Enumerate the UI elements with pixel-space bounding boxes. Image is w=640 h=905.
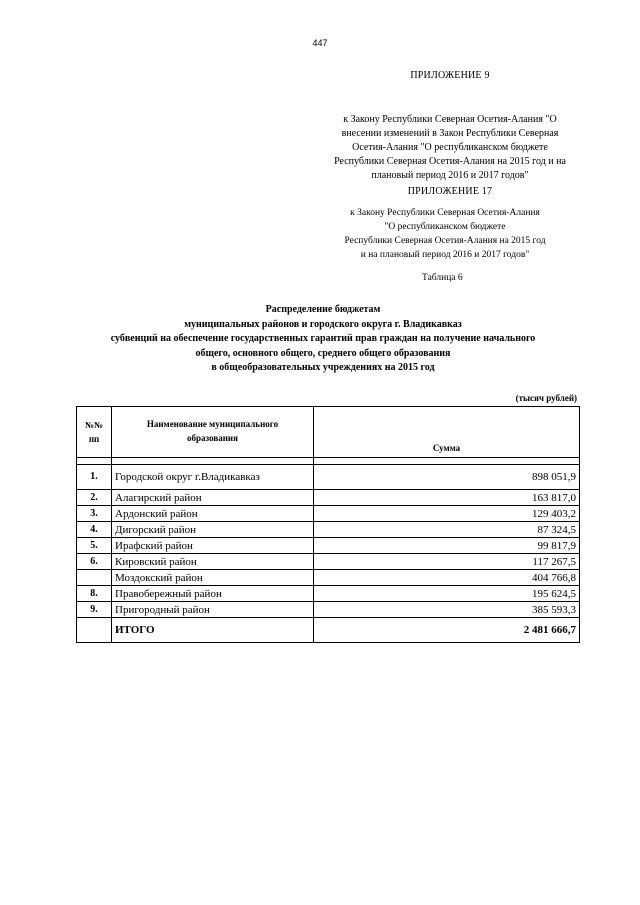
row-sum: 87 324,5 [314,522,580,538]
appendix-9-line: плановый период 2016 и 2017 годов" [371,170,529,181]
total-sum: 2 481 666,7 [314,618,580,643]
appendix-9-text [305,113,595,183]
appendix-17-title: ПРИЛОЖЕНИЕ 17 [407,186,493,197]
row-number: 8. [77,586,112,602]
appendix-17-line: к Закону Республики Северная Осетия-Алания [350,208,540,218]
table-spacer-row [77,458,580,465]
appendix-9-title: ПРИЛОЖЕНИЕ 9 [410,70,490,81]
header-sum: Сумма [314,407,580,458]
row-sum: 404 766,8 [314,570,580,586]
table-row [77,586,580,602]
table-header-row [77,407,580,458]
row-sum: 99 817,9 [314,538,580,554]
appendix-9-line: к Закону Республики Северная Осетия-Алания "О [343,114,557,125]
row-name: Городской округ г.Владикавказ [112,465,314,490]
table-row [77,465,580,490]
row-sum: 195 624,5 [314,586,580,602]
row-number: 4. [77,522,112,538]
table-row [77,506,580,522]
table-row [77,490,580,506]
row-name: Моздокский район [112,570,314,586]
row-name: Ирафский район [112,538,314,554]
budget-table [76,406,580,643]
appendix-17-line: и на плановый период 2016 и 2017 годов" [360,250,530,260]
row-name: Пригородный район [112,602,314,618]
row-sum: 163 817,0 [314,490,580,506]
row-number: 5. [77,538,112,554]
appendix-17-line: Республики Северная Осетия-Алания на 2015 год [344,236,546,246]
page-number: 447 [312,38,328,48]
table-row [77,538,580,554]
table-row [77,554,580,570]
row-number: 2. [77,490,112,506]
appendix-9-line: Осетия-Алания "О республиканском бюджете [352,142,548,153]
table-total-row [77,618,580,643]
row-name: Правобережный район [112,586,314,602]
table-row [77,570,580,586]
row-name: Ардонский район [112,506,314,522]
heading-line: в общеобразовательных учреждениях на 2015 год [211,362,435,373]
appendix-9-line: внесении изменений в Закон Республики Северная [341,128,559,139]
heading-line: субвенций на обеспечение государственных гарантий прав граждан на получение начального [110,333,536,344]
header-name-line2: образования [187,433,238,443]
table-row [77,602,580,618]
row-number [77,570,112,586]
header-name-line1: Наименование муниципального [146,419,279,429]
units-label: (тысяч рублей) [515,393,577,403]
row-sum: 898 051,9 [314,465,580,490]
appendix-17-text [320,206,570,262]
total-label: ИТОГО [112,618,314,643]
row-number: 9. [77,602,112,618]
row-sum: 129 403,2 [314,506,580,522]
heading-line: общего, основного общего, среднего общего образования [195,347,451,359]
heading-line: Распределение бюджетам [265,304,381,315]
row-name: Алагирский район [112,490,314,506]
row-sum: 117 267,5 [314,554,580,570]
table-row [77,522,580,538]
header-number-line1: №№ [84,420,104,430]
row-sum: 385 593,3 [314,602,580,618]
header-name [112,407,314,458]
total-number-cell [77,618,112,643]
row-number: 1. [77,465,112,490]
table-label: Таблица 6 [422,273,463,283]
row-number: 6. [77,554,112,570]
header-number-line2: пп [88,434,100,444]
document-heading [40,303,606,376]
appendix-17-line: "О республиканском бюджете [384,222,506,232]
heading-line: муниципальных районов и городского округа г. Владикавказ [184,318,462,330]
appendix-9-line: Республики Северная Осетия-Алания на 2015 год и на [334,156,566,167]
row-name: Кировский район [112,554,314,570]
header-number [77,407,112,458]
row-name: Дигорский район [112,522,314,538]
row-number: 3. [77,506,112,522]
